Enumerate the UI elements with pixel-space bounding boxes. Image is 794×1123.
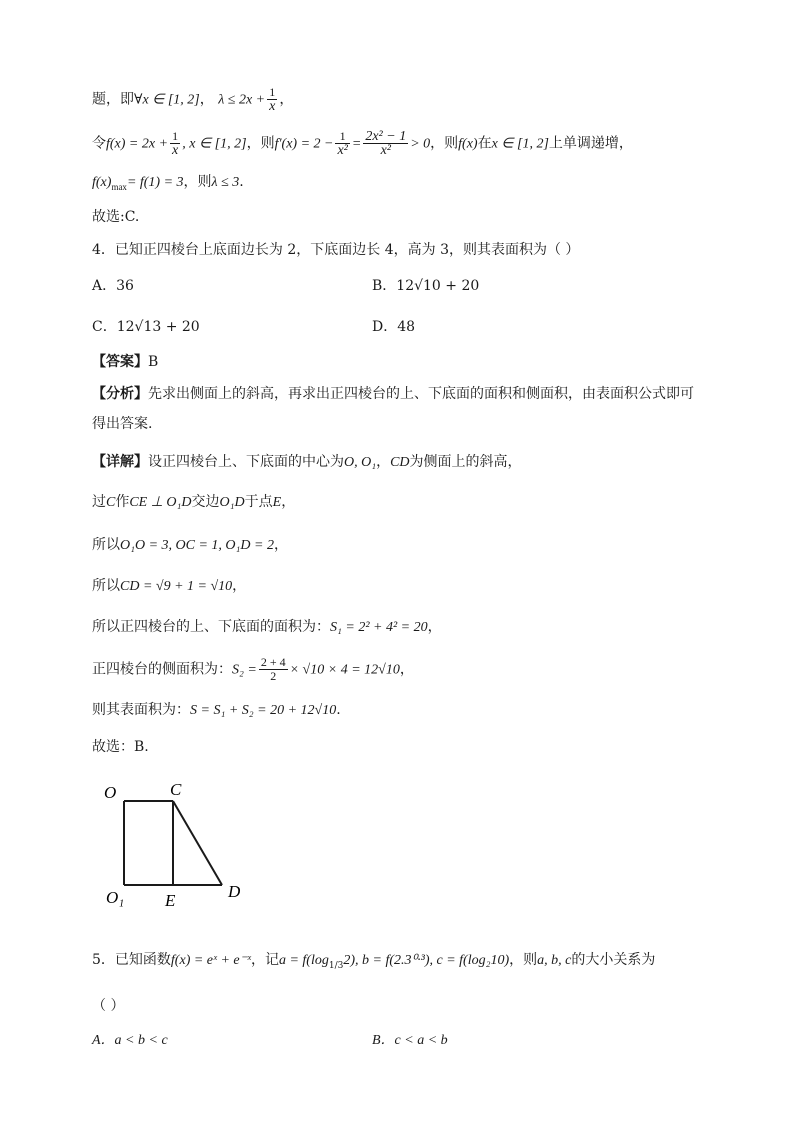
detail-line-4	[92, 576, 246, 597]
detail-6-frac-num: 2 + 4	[260, 655, 286, 669]
l3-then: ，则	[183, 174, 212, 190]
detail-4c: ，	[232, 578, 247, 594]
detail-2c: 作	[115, 494, 130, 510]
l2-frac1-num: 1	[170, 130, 180, 144]
q5-log-base: 1/3	[328, 960, 344, 971]
l3-end: .	[239, 174, 244, 190]
l3-result: λ ≤ 3	[211, 175, 240, 190]
detail-4b: CD = √9 + 1 = √10	[120, 579, 233, 594]
detail-2h: E	[272, 495, 282, 510]
l1-comma: ，	[199, 91, 214, 108]
text-line-2	[92, 130, 633, 157]
q4-option-d: D．48	[372, 319, 416, 335]
detail-line-1	[92, 452, 522, 473]
l3-value: = f(1) = 3	[126, 175, 184, 190]
answer-tag: 【答案】	[92, 354, 148, 370]
detail-5b: S₁ = 2² + 4² = 20	[330, 620, 428, 635]
q5-option-a-text: A．a < b < c	[92, 1033, 168, 1048]
l2-gt: > 0	[410, 136, 431, 152]
detail-1e: 为侧面上的斜高，	[409, 454, 522, 470]
text-line-1	[92, 86, 293, 113]
question-5-paren: （ ）	[92, 998, 125, 1014]
detail-6c: × √10 × 4 = 12√10	[289, 662, 400, 678]
detail-5c: ，	[427, 619, 442, 635]
l2-frac3-num: 2x² − 1	[365, 129, 407, 144]
detail-4a: 所以	[92, 578, 120, 594]
detail-6a: 正四棱台的侧面积为：	[92, 661, 232, 678]
detail-7b: S = S₁ + S₂ = 20 + 12√10	[190, 703, 337, 718]
l2-increasing: 上单调递增，	[548, 135, 633, 152]
l2-fraction-3	[363, 130, 408, 157]
q5-a-def: a = f(log	[278, 953, 329, 968]
l1-text: 题，即∀	[92, 91, 143, 108]
q5-c: ，记	[250, 952, 279, 968]
q5-option-b	[372, 1030, 448, 1051]
label-E: E	[165, 891, 176, 910]
l1-end: ，	[279, 91, 294, 108]
q5-option-a	[92, 1030, 168, 1051]
q5-bc-def: 2), b = f(2.3⁰·³), c = f(log₂10)	[343, 953, 510, 968]
l2-frac2-num: 1	[335, 130, 349, 144]
l2-domain2: x ∈ [1, 2]	[491, 136, 549, 152]
detail-line-5	[92, 617, 442, 638]
detail-5a: 所以正四棱台的上、下底面的面积为：	[92, 619, 330, 635]
l2-domain: , x ∈ [1, 2]	[182, 136, 247, 152]
l2-fx: f(x) = 2x +	[106, 136, 169, 152]
label-O1: O₁	[106, 888, 125, 907]
detail-1a: 设正四棱台上、下底面的中心为	[148, 454, 344, 470]
l2-text: 令	[92, 135, 106, 152]
edge-CD	[173, 801, 222, 885]
text-line-4: 故选:C.	[92, 209, 140, 225]
q5-option-b-text: B．c < a < b	[372, 1033, 448, 1048]
q5-a: 5．已知函数	[92, 952, 171, 968]
detail-6-frac-den: 2	[270, 669, 277, 683]
q4-options-row-1	[92, 276, 134, 296]
l1-inequality: λ ≤ 2x +	[218, 92, 266, 108]
detail-2i: ，	[281, 494, 296, 510]
l2-derivative: f′(x) = 2 −	[274, 136, 334, 152]
q4-option-c: C．12√13 + 20	[92, 319, 200, 335]
q4-option-a: A．36	[92, 278, 134, 294]
l1-math: x ∈ [1, 2]	[142, 92, 200, 108]
l2-eq: =	[351, 136, 362, 152]
l2-then2: ，则	[430, 135, 459, 152]
label-D: D	[228, 882, 241, 901]
q5-then: ，则	[509, 952, 538, 968]
question-5-line-1	[92, 950, 655, 976]
q5-abc: a, b, c	[537, 953, 572, 968]
l3-fx: f(x)	[92, 175, 112, 190]
detail-tag: 【详解】	[92, 454, 148, 470]
l2-frac1-den: x	[172, 143, 179, 158]
l2-fx2: f(x)	[458, 136, 478, 152]
detail-7c: .	[336, 702, 341, 718]
detail-6b: S₂ =	[232, 662, 257, 678]
detail-line-7	[92, 700, 341, 721]
detail-2a: 过	[92, 494, 106, 510]
analysis-text-1: 先求出侧面上的斜高，再求出正四棱台的上、下底面的面积和侧面积，由表面积公式即可	[148, 386, 694, 402]
detail-line-8: 故选：B.	[92, 739, 149, 755]
analysis-tag: 【分析】	[92, 386, 148, 402]
q5-relation: 的大小关系为	[571, 952, 656, 968]
detail-2e: 交边	[191, 494, 220, 510]
analysis-line-1	[92, 384, 694, 404]
l2-then: ，则	[246, 135, 275, 152]
l2-frac3-den: x²	[380, 143, 391, 158]
detail-1b: O, O₁	[344, 455, 377, 470]
detail-2b: C	[106, 495, 116, 510]
detail-3a: 所以	[92, 537, 120, 553]
detail-line-2	[92, 492, 295, 513]
detail-3b: O₁O = 3, OC = 1, O₁D = 2	[120, 538, 274, 553]
analysis-line-2: 得出答案.	[92, 416, 153, 432]
detail-7a: 则其表面积为：	[92, 702, 190, 718]
label-C: C	[170, 780, 182, 799]
detail-line-6	[92, 656, 414, 683]
l1-frac-num: 1	[267, 86, 277, 100]
detail-2f: O₁D	[219, 495, 245, 510]
trapezoid-figure	[96, 775, 256, 915]
detail-6d: ，	[399, 661, 414, 678]
detail-1d: CD	[390, 455, 410, 470]
q4-option-b: B．12√10 + 20	[372, 278, 480, 294]
question-4: 4．已知正四棱台上底面边长为 2，下底面边长 4，高为 3，则其表面积为（ ）	[92, 242, 580, 258]
l2-frac2-den: x²	[337, 143, 348, 158]
detail-line-3	[92, 535, 288, 556]
detail-2g: 于点	[244, 494, 273, 510]
l2-fraction-1	[170, 130, 180, 157]
label-O: O	[104, 783, 117, 802]
detail-2d: CE ⊥ O₁D	[129, 495, 192, 510]
l1-fraction	[267, 86, 277, 113]
l3-sub: max	[111, 181, 127, 192]
answer-value: B	[148, 354, 159, 370]
l1-frac-den: x	[269, 99, 276, 114]
answer-line	[92, 352, 158, 372]
detail-1c: ，	[376, 454, 391, 470]
detail-6-fraction	[259, 656, 288, 683]
l2-in: 在	[477, 135, 492, 152]
detail-3c: ，	[273, 537, 288, 553]
q5-function: f(x) = eˣ + e⁻ˣ	[170, 953, 251, 968]
l2-fraction-2	[335, 130, 349, 157]
text-line-3	[92, 172, 244, 197]
